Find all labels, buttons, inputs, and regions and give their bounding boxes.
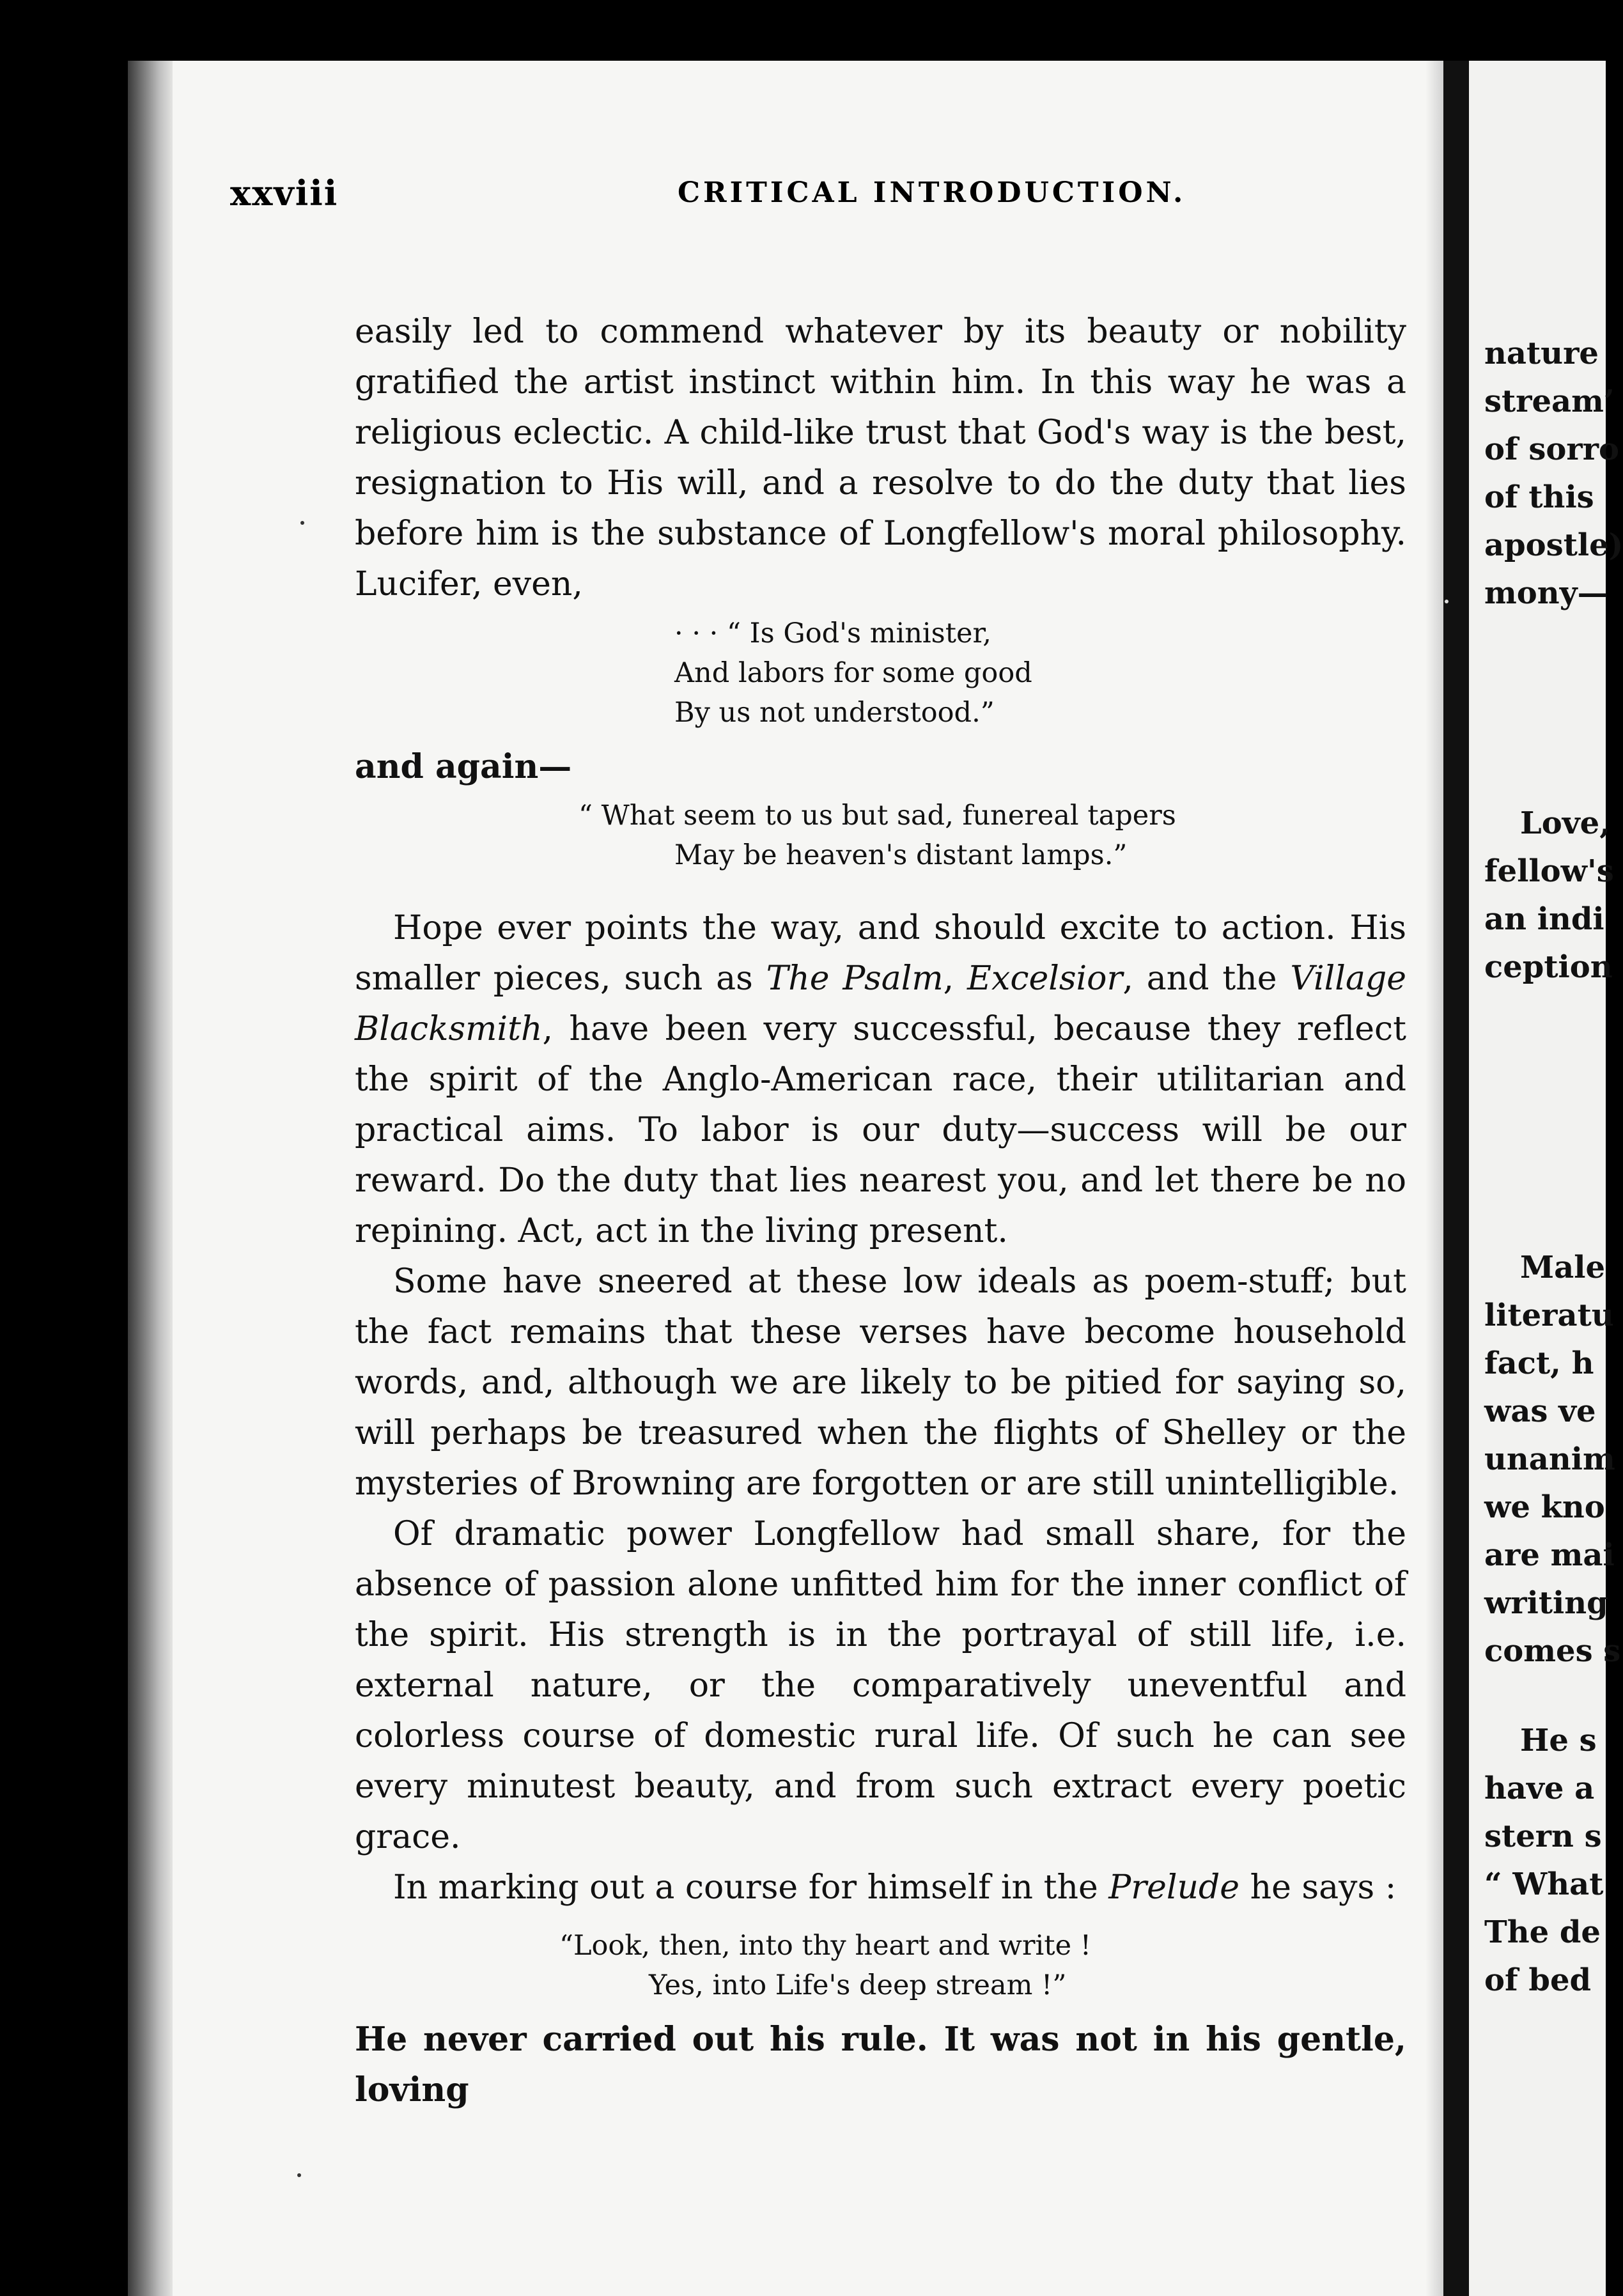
text-run: In marking out a course for himself in the	[393, 1868, 1109, 1907]
facing-line: Love,	[1520, 805, 1610, 841]
quote-tapers	[579, 796, 1406, 875]
quote-prelude	[559, 1926, 1406, 2005]
facing-line: stream’	[1484, 384, 1615, 419]
page-header	[230, 173, 1432, 224]
paragraph-4: Of dramatic power Longfellow had small share, for the absence of passion alone unfitted him for the inner conflict of the spirit. His strength is in the portrayal of still life, i.e. external nature, or the comparatively uneventful and colorless course of domestic rural life. Of such he can see every minutest beauty, and from such extract every poetic grace.	[355, 1515, 1406, 1856]
facing-line: Male	[1520, 1250, 1606, 1285]
page-number: xxviii	[230, 173, 339, 213]
quote-line: Yes, into Life's deep stream !”	[649, 1969, 1067, 2001]
facing-line: He s	[1520, 1723, 1597, 1758]
running-title: CRITICAL INTRODUCTION.	[678, 176, 1186, 209]
quote-line: And labors for some good	[674, 657, 1032, 689]
quote-line: · · · “ Is God's minister,	[674, 617, 991, 649]
quote-line: “Look, then, into thy heart and write !	[559, 1930, 1091, 1962]
facing-page	[1469, 61, 1623, 2296]
print-speck	[300, 521, 304, 525]
book-spine	[1443, 61, 1469, 2296]
facing-line: of sorro	[1484, 431, 1620, 467]
facing-line: are mai	[1484, 1537, 1615, 1573]
facing-line: was ve	[1484, 1393, 1596, 1429]
facing-line: The de	[1484, 1914, 1601, 1950]
text-run: he says :	[1239, 1868, 1397, 1907]
facing-line: an indi	[1484, 901, 1604, 937]
facing-line: fact, h	[1484, 1346, 1594, 1381]
title-psalm: The Psalm	[766, 959, 944, 998]
facing-line: ception	[1484, 949, 1613, 985]
facing-line: of bed	[1484, 1962, 1592, 1998]
text-run: Hope ever points the way, and should excite to action. His smaller pieces, such as	[355, 909, 1406, 998]
page-gutter	[1425, 61, 1445, 2296]
facing-line: mony—	[1484, 575, 1608, 611]
text-run: , have been very successful, because they reflect the spirit of the Anglo-American race, their utilitarian and practical aims. To labor is our duty—success will be our reward. Do the duty that lies nearest you, and let there be no repining. Act, act in the living present.	[355, 1010, 1406, 1250]
facing-line: fellow's	[1484, 853, 1614, 889]
quote-line: “ What seem to us but sad, funereal tapers	[579, 800, 1176, 832]
and-again-line: and again—	[355, 747, 572, 786]
print-speck	[297, 2173, 301, 2177]
print-speck	[1445, 600, 1448, 603]
paragraph-6: He never carried out his rule. It was not in his gentle, loving	[355, 2020, 1406, 2109]
quote-lucifer	[674, 614, 1406, 733]
paragraph-5	[355, 1863, 1406, 1913]
facing-line: have a	[1484, 1771, 1595, 1806]
facing-line: nature	[1484, 336, 1599, 371]
facing-line: we kno	[1484, 1489, 1605, 1525]
title-village-blacksmith: Village Blacksmith	[355, 959, 1406, 1048]
text-run: ,	[943, 959, 968, 998]
text-run: , and the	[1122, 959, 1291, 998]
paragraph-3: Some have sneered at these low ideals as poem-stuff; but the fact remains that these verses have become household words, and, although we are likely to be pitied for saying so, will perhaps be treasured when the flights of Shelley or the mysteries of Browning are forgotten or are still unintelligible.	[355, 1262, 1406, 1503]
facing-line: stern s	[1484, 1819, 1602, 1854]
quote-line: By us not understood.”	[674, 697, 995, 729]
facing-line: unanim	[1484, 1441, 1615, 1477]
quote-line: May be heaven's distant lamps.”	[674, 839, 1128, 871]
facing-line: of this	[1484, 479, 1594, 515]
paragraph-1: easily led to commend whatever by its beauty or nobility gratified the artist instinct within him. In this way he was a religious eclectic. A child-like trust that God's way is the best, resignation to His will, and a resolve to do the duty that lies before him is the substance of Longfellow's moral philosophy. Lucifer, even,	[355, 313, 1406, 603]
page-body	[355, 307, 1406, 2115]
facing-line: writing	[1484, 1585, 1608, 1621]
facing-line: apostle)	[1484, 527, 1623, 563]
title-prelude: Prelude	[1108, 1868, 1240, 1907]
facing-line: “ What	[1484, 1866, 1604, 1902]
facing-line: comes s	[1484, 1633, 1621, 1669]
facing-line: literatu	[1484, 1298, 1614, 1333]
title-excelsior: Excelsior	[967, 959, 1123, 998]
paragraph-2	[355, 903, 1406, 1257]
page-binding-shadow	[128, 61, 173, 2296]
